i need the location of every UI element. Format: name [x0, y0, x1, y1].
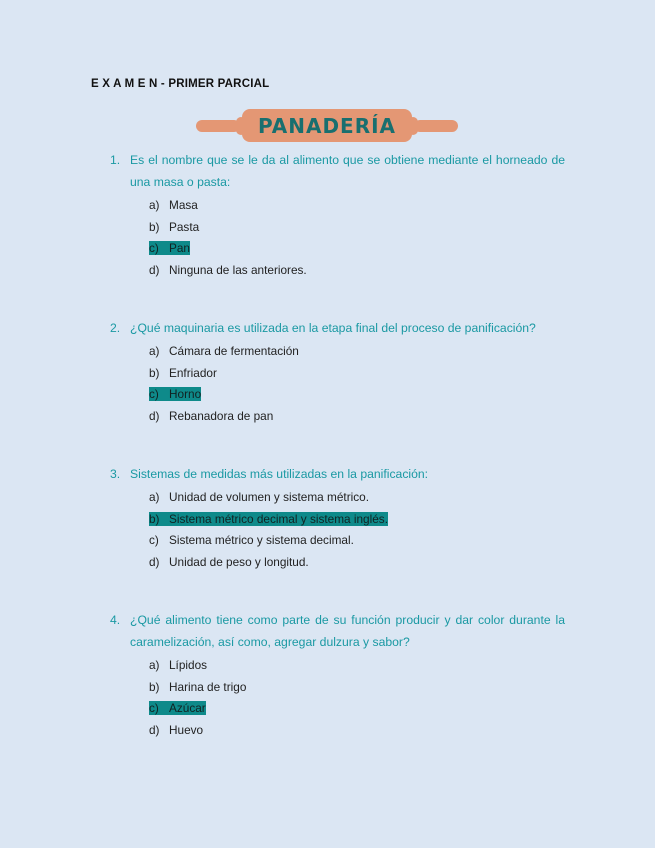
- option-b: b) Pasta: [149, 219, 200, 234]
- option-a: a) Masa: [149, 198, 198, 212]
- options-list: [110, 655, 565, 741]
- question-prompt: Sistemas de medidas más utilizadas en la panificación:: [130, 467, 429, 481]
- option-d: d) Rebanadora de pan: [149, 408, 274, 423]
- answer-highlight: c) Pan: [149, 241, 190, 255]
- question-prompt: ¿Qué alimento tiene como parte de su función producir y dar color durante la caramelización, así como, agregar dulzura y sabor?: [130, 613, 565, 649]
- option-d: d) Unidad de peso y longitud.: [149, 554, 309, 569]
- rolling-pin-body: [242, 109, 412, 142]
- option-c: c) Sistema métrico y sistema decimal.: [149, 533, 354, 547]
- option-d: d) Huevo: [149, 722, 204, 737]
- option-a: a) Cámara de fermentación: [149, 344, 299, 358]
- question-prompt: Es el nombre que se le da al alimento que se obtiene mediante el horneado de una masa o pasta:: [130, 153, 565, 189]
- question-number: 3.: [110, 467, 121, 481]
- options-list: [110, 341, 565, 427]
- option-a: a) Unidad de volumen y sistema métrico.: [149, 490, 369, 504]
- option-d: d) Ninguna de las anteriores.: [149, 262, 307, 277]
- option-c-correct: [110, 238, 565, 260]
- option-b-correct: [110, 509, 565, 531]
- banner-title: PANADERÍA: [257, 113, 397, 138]
- option-b: b) Enfriador: [149, 365, 217, 380]
- rolling-pin-banner: [196, 106, 458, 144]
- answer-highlight: c) Azúcar: [149, 701, 206, 715]
- question-number: 4.: [110, 613, 121, 627]
- question-4: [110, 609, 565, 741]
- exam-header: E X A M E N - PRIMER PARCIAL: [91, 78, 270, 90]
- options-list: [110, 487, 565, 573]
- answer-highlight: b) Sistema métrico decimal y sistema inglés.: [149, 511, 388, 526]
- question-3: [110, 463, 565, 573]
- rolling-pin-right-handle: [414, 120, 458, 132]
- question-2: [110, 317, 565, 427]
- options-list: [110, 195, 565, 281]
- option-a: a) Lípidos: [149, 658, 208, 672]
- question-1: [110, 149, 565, 281]
- answer-highlight: c) Horno: [149, 387, 202, 401]
- option-b: b) Harina de trigo: [149, 679, 247, 694]
- option-c-correct: [110, 698, 565, 720]
- question-text: [110, 317, 565, 339]
- question-text: [110, 463, 565, 485]
- option-c-correct: [110, 384, 565, 406]
- question-text: [110, 149, 565, 193]
- question-text: [110, 609, 565, 653]
- question-prompt: ¿Qué maquinaria es utilizada en la etapa final del proceso de panificación?: [130, 321, 536, 335]
- rolling-pin-left-handle: [196, 120, 240, 132]
- question-number: 1.: [110, 153, 121, 167]
- question-number: 2.: [110, 321, 121, 335]
